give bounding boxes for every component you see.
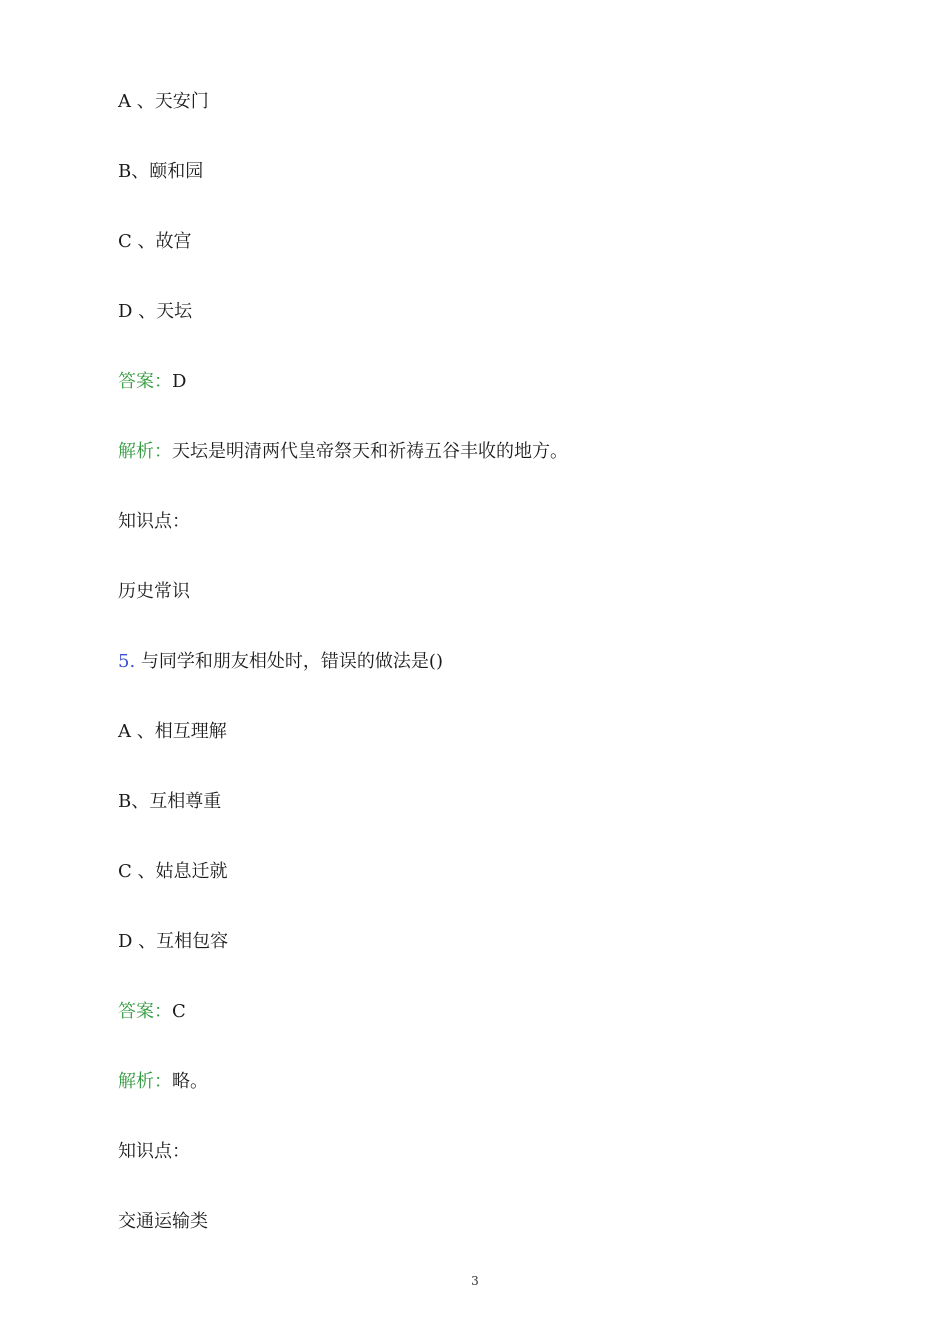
option-c [118, 230, 192, 254]
answer-line [118, 370, 186, 394]
option-letter: B [118, 791, 132, 812]
option-letter: A [118, 721, 131, 742]
analysis-text: 略。 [172, 1071, 208, 1092]
answer-label: 答案： [118, 371, 172, 392]
question-number: 5. [118, 651, 136, 672]
knowledge-value: 交通运输类 [118, 1211, 208, 1232]
option-letter: C [118, 231, 132, 252]
analysis-label: 解析： [118, 1071, 172, 1092]
option-text: 天安门 [154, 91, 209, 112]
option-letter: A [118, 91, 131, 112]
question-stem: 与同学和朋友相处时，错误的做法是() [140, 651, 443, 672]
option-separator: 、 [137, 861, 156, 882]
option-text: 互相包容 [156, 931, 229, 952]
analysis-line [118, 1070, 208, 1094]
option-text: 相互理解 [154, 721, 227, 742]
analysis-text: 天坛是明清两代皇帝祭天和祈祷五谷丰收的地方。 [172, 441, 568, 462]
analysis-label: 解析： [118, 441, 172, 462]
answer-line [118, 1000, 186, 1024]
option-b [118, 790, 221, 814]
knowledge-value: 历史常识 [118, 581, 190, 602]
option-text: 颐和园 [149, 161, 204, 182]
option-separator: 、 [138, 931, 157, 952]
option-text: 姑息迁就 [155, 861, 228, 882]
answer-label: 答案： [118, 1001, 172, 1022]
option-text: 故宫 [155, 231, 192, 252]
analysis-line [118, 440, 568, 464]
question-5-stem-line [118, 650, 443, 674]
option-letter: D [118, 301, 133, 322]
option-letter: B [118, 161, 132, 182]
option-a [118, 720, 227, 744]
answer-value: C [172, 1001, 186, 1022]
option-b [118, 160, 203, 184]
option-a [118, 90, 209, 114]
option-separator: 、 [137, 231, 156, 252]
option-d [118, 300, 192, 324]
knowledge-label: 知识点： [118, 511, 190, 532]
answer-value: D [172, 371, 187, 392]
option-text: 天坛 [156, 301, 193, 322]
page-number: 3 [471, 1274, 479, 1288]
option-letter: C [118, 861, 132, 882]
option-separator: 、 [131, 161, 150, 182]
option-separator: 、 [138, 301, 157, 322]
option-d [118, 930, 228, 954]
option-text: 互相尊重 [149, 791, 222, 812]
option-separator: 、 [136, 721, 155, 742]
option-c [118, 860, 228, 884]
option-letter: D [118, 931, 133, 952]
option-separator: 、 [136, 91, 155, 112]
option-separator: 、 [131, 791, 150, 812]
knowledge-label: 知识点： [118, 1141, 190, 1162]
